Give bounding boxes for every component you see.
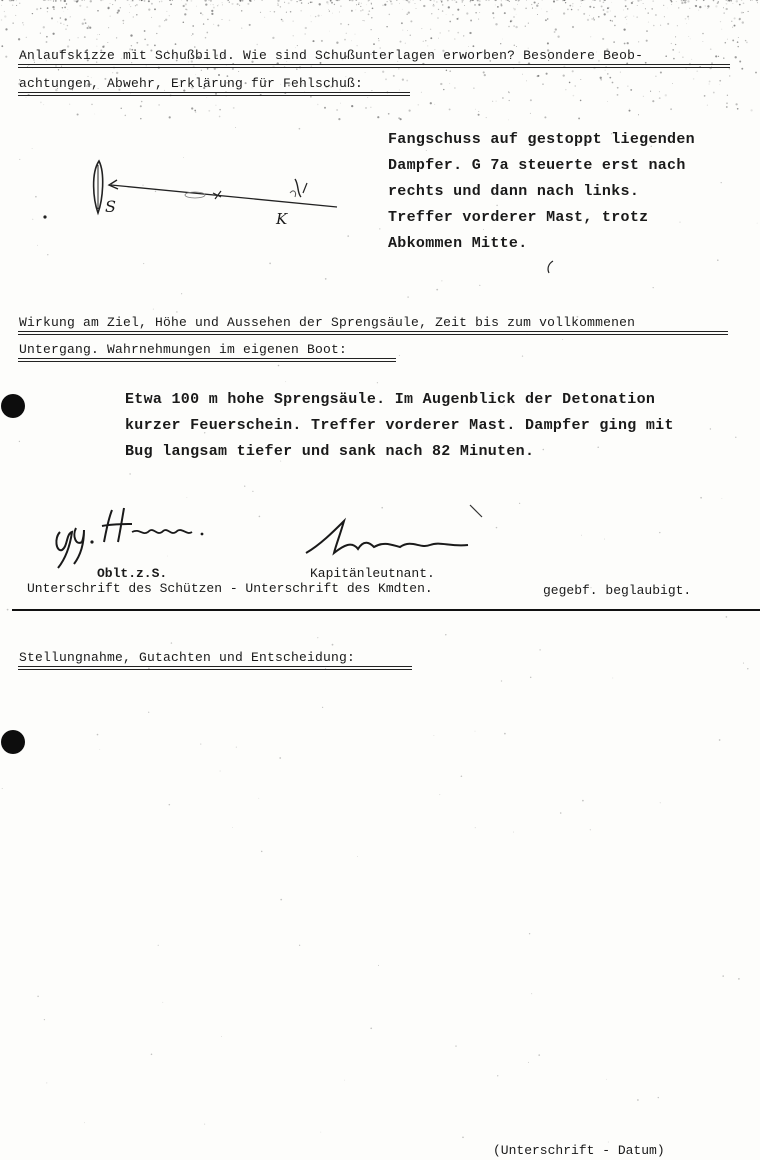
approach-sketch [85,155,385,235]
observation-line-1: Fangschuss auf gestoppt liegenden [388,131,695,148]
header-underline-1 [18,64,730,68]
shooter-rank: Oblt.z.S. [97,566,168,581]
header-line-2: achtungen, Abwehr, Erklärung für Fehlschuß: [19,76,364,91]
punch-hole-top [1,394,25,418]
sketch-label-s: S [105,197,116,216]
commander-rank: Kapitänleutnant. [310,566,435,581]
effect-heading-line-1: Wirkung am Ziel, Höhe und Aussehen der Sprengsäule, Zeit bis zum vollkommenen [19,315,636,330]
effect-line-3: Bug langsam tiefer und sank nach 82 Minuten. [125,443,535,460]
sketch-label-k: K [276,210,288,228]
decision-heading: Stellungnahme, Gutachten und Entscheidung: [19,650,356,665]
punch-hole-bottom [1,730,25,754]
observation-line-2: Dampfer. G 7a steuerte erst nach [388,157,686,174]
decision-footer: (Unterschrift - Datum) [493,1143,665,1158]
header-underline-2 [18,92,410,96]
effect-heading-line-2: Untergang. Wahrnehmungen im eigenen Boot: [19,342,348,357]
torpedo-track [111,185,337,207]
section-divider [12,609,760,611]
effect-underline-1 [18,331,728,335]
header-line-1: Anlaufskizze mit Schußbild. Wie sind Schußunterlagen erworben? Besondere Beob- [19,48,644,63]
effect-underline-2 [18,358,396,362]
effect-line-1: Etwa 100 m hohe Sprengsäule. Im Augenblick der Detonation [125,391,656,408]
decision-underline [18,666,412,670]
commander-signature [300,515,480,565]
observation-line-5: Abkommen Mitte. [388,235,528,252]
observation-line-4: Treffer vorderer Mast, trotz [388,209,649,226]
signature-caption: Unterschrift des Schützen - Unterschrift des Kmdten. [27,581,433,596]
certified-note: gegebf. beglaubigt. [543,583,692,598]
effect-line-2: kurzer Feuerschein. Treffer vorderer Mast. Dampfer ging mit [125,417,674,434]
shooter-signature [50,502,220,572]
observation-line-3: rechts und dann nach links. [388,183,640,200]
pen-mark [544,259,556,275]
